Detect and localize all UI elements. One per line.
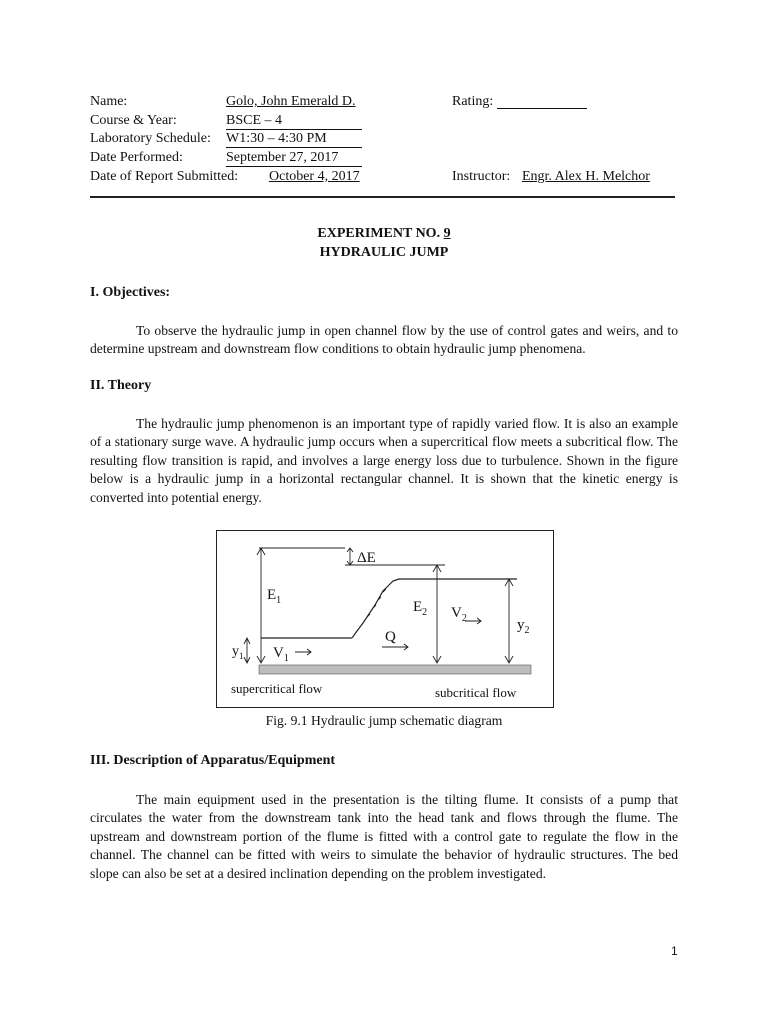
experiment-title: HYDRAULIC JUMP <box>319 245 449 260</box>
e2-letter: E <box>413 599 423 615</box>
e2-subscript: 2 <box>422 607 428 618</box>
experiment-number: 9 <box>443 226 451 241</box>
supercritical-label: supercritical flow <box>231 681 323 696</box>
v1-subscript: 1 <box>283 653 289 664</box>
e1-subscript: 1 <box>276 595 282 606</box>
instructor-label: Instructor: <box>452 169 511 184</box>
v2-letter: V <box>451 605 462 621</box>
apparatus-text: The main equipment used in the presentation is the tilting flume. It consists of a pump that circulates the water from the downstream tank into the head tank and flows through the flume. The upstream and downstream portion of the flume is fitted with a control gate to regulate the flow in the channel. The channel can be fitted with weirs to simulate the behavior of hydraulic structures. The bed slope can also be set at a desired inclination depending on the problem investigated. <box>90 792 678 881</box>
e2-label <box>413 599 427 618</box>
schedule-label: Laboratory Schedule: <box>90 131 211 146</box>
course-label: Course & Year: <box>90 113 177 128</box>
v1-label <box>273 645 289 664</box>
instructor-value: Engr. Alex H. Melchor <box>522 169 650 184</box>
channel-bed <box>259 665 531 674</box>
figure-caption: Fig. 9.1 Hydraulic jump schematic diagram <box>265 713 503 728</box>
name-label: Name: <box>90 94 128 109</box>
e1-letter: E <box>267 587 277 603</box>
theory-heading: II. Theory <box>90 378 152 393</box>
v1-letter: V <box>273 645 284 661</box>
v2-label <box>451 605 467 624</box>
course-value: BSCE – 4 <box>226 113 362 130</box>
performed-value: September 27, 2017 <box>226 150 362 167</box>
apparatus-heading: III. Description of Apparatus/Equipment <box>90 753 336 768</box>
rating-label: Rating: <box>452 94 494 109</box>
schedule-value: W1:30 – 4:30 PM <box>226 131 362 148</box>
hydraulic-jump-figure <box>216 530 554 708</box>
objectives-text: To observe the hydraulic jump in open channel flow by the use of control gates and weirs, and to determine upstream and downstream flow conditions to obtain hydraulic jump phenomena. <box>90 323 678 357</box>
experiment-heading <box>0 226 768 242</box>
experiment-prefix: EXPERIMENT NO. <box>317 226 441 241</box>
y2-letter: y <box>517 617 525 633</box>
y1-letter: y <box>232 644 239 659</box>
performed-label: Date Performed: <box>90 150 183 165</box>
v2-arrow <box>465 618 481 624</box>
delta-e-label: ΔE <box>357 550 376 566</box>
y2-subscript: 2 <box>524 625 530 636</box>
y1-subscript: 1 <box>239 651 244 661</box>
v2-subscript: 2 <box>461 613 467 624</box>
y2-label <box>517 617 530 636</box>
objectives-heading: I. Objectives: <box>90 285 171 300</box>
name-value: Golo, John Emerald D. <box>226 94 356 109</box>
subcritical-label: subcritical flow <box>435 685 517 700</box>
submitted-label: Date of Report Submitted: <box>90 169 239 184</box>
rating-blank <box>497 94 587 109</box>
v1-arrow <box>295 649 311 655</box>
theory-text: The hydraulic jump phenomenon is an important type of rapidly varied flow. It is also an example of a stationary surge wave. A hydraulic jump occurs when a supercritical flow meets a subcritical flow. The resulting flow transition is rapid, and involves a large energy loss due to turbulence. Shown in the figure below is a hydraulic jump in a horizontal rectangular channel. It is shown that the kinetic energy is converted into potential energy. <box>90 416 678 505</box>
submitted-value: October 4, 2017 <box>269 169 360 184</box>
header-divider <box>90 196 675 198</box>
q-label: Q <box>385 629 396 645</box>
hydraulic-jump-diagram <box>217 531 553 707</box>
y1-label <box>232 644 244 661</box>
page-number: 1 <box>671 944 678 958</box>
e1-label <box>267 587 281 606</box>
